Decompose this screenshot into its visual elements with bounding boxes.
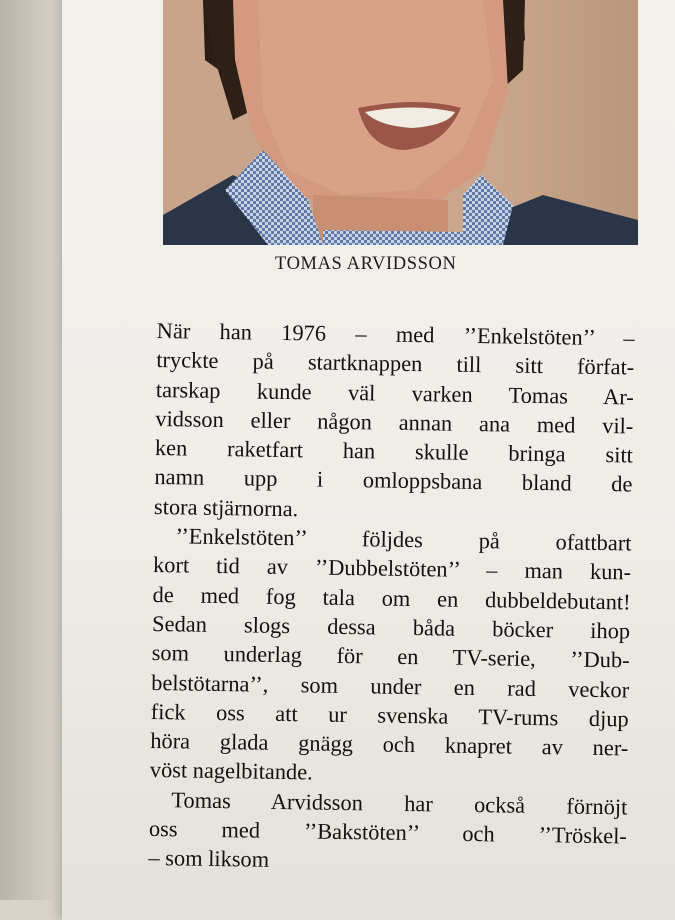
text-line: stora stjärnorna. [153, 493, 299, 522]
text-line: tarskap kunde väl varken Tomas Ar- [155, 376, 634, 410]
bio-paragraph-2 [150, 521, 632, 792]
text-line: fick oss att ur svenska TV-rums djup [150, 698, 629, 732]
text-line: som underlag för en TV-serie, ’’Dub- [151, 640, 630, 673]
text-line: höra glada gnägg och knapret av ner- [150, 728, 629, 761]
author-name-caption: TOMAS ARVIDSSON [275, 254, 457, 274]
author-photo [163, 0, 638, 245]
text-line: tryckte på startknappen till sitt förfat- [156, 347, 635, 380]
text-line: ’’Enkelstöten’’ följdes på ofattbart [175, 523, 632, 556]
text-line: Tomas Arvidsson har också förnöjt [171, 787, 628, 820]
text-line: oss med ’’Bakstöten’’ och ’’Tröskel- [148, 815, 628, 849]
text-line: kort tid av ’’Dubbelstöten’’ – man kun- [152, 552, 632, 585]
book-edge [0, 0, 70, 900]
author-biography [148, 316, 635, 880]
text-line: de med fog tala om en dubbeldebutant! [152, 581, 631, 615]
bio-paragraph-3 [148, 785, 627, 880]
text-line: När han 1976 – med ’’Enkelstöten’’ – [156, 317, 635, 351]
text-line: belstötarna’’, som under en rad veckor [151, 669, 630, 703]
author-portrait [163, 0, 638, 245]
bio-paragraph-1 [154, 316, 635, 529]
text-line: – som liksom [148, 845, 270, 873]
text-line: ken raketfart han skulle bringa sitt [154, 435, 634, 468]
text-line: namn upp i omloppsbana bland de [154, 464, 633, 497]
text-line: vöst nagelbitande. [149, 757, 313, 785]
text-line: Sedan slogs dessa båda böcker ihop [151, 610, 631, 644]
text-line: vidsson eller någon annan ana med vil- [155, 405, 634, 439]
